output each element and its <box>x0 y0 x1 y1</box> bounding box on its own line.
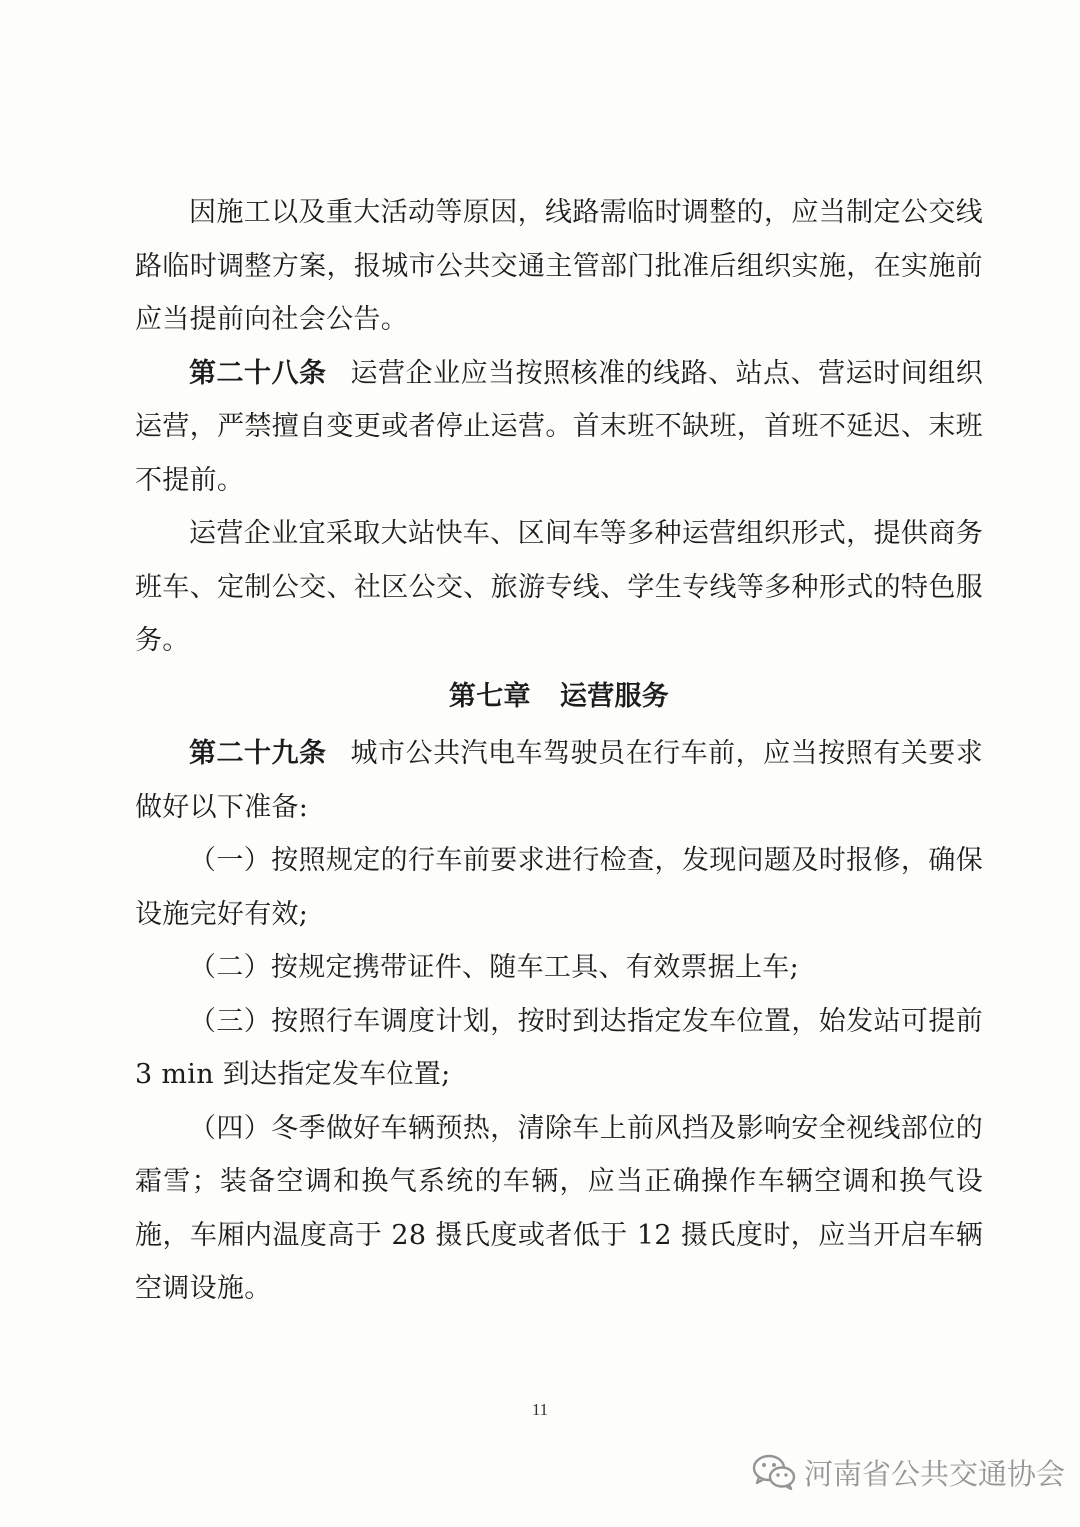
paragraph-text: 城市公共汽电车驾驶员在行车前，应当按照有关要求做好以下准备: <box>135 738 984 823</box>
paragraph-special-services <box>135 507 983 668</box>
page-number: 11 <box>531 1400 549 1419</box>
list-item-2 <box>135 941 983 995</box>
list-item-1 <box>135 834 983 941</box>
wechat-icon <box>752 1454 796 1490</box>
article-28-label: 第二十八条 <box>189 357 327 389</box>
paragraph-temporary-adjustment <box>135 186 983 347</box>
paragraph-text: 运营企业应当按照核准的线路、站点、营运时间组织运营，严禁擅自变更或者停止运营。首末班不缺班，首班不延迟、末班不提前。 <box>135 357 984 496</box>
chapter-heading: 第七章 运营服务 <box>448 680 670 712</box>
watermark-text: 河南省公共交通协会 <box>804 1456 1066 1491</box>
list-item-3 <box>135 995 983 1102</box>
list-item-text: （一）按照规定的行车前要求进行检查，发现问题及时报修，确保设施完好有效; <box>135 845 983 930</box>
list-item-text: （四）冬季做好车辆预热，清除车上前风挡及影响安全视线部位的霜雪；装备空调和换气系统的车辆，应当正确操作车辆空调和换气设施，车厢内温度高于 28 摄氏度或者低于 12 摄氏度时，应当开启车辆空调设施。 <box>135 1112 983 1304</box>
list-item-text: （二）按规定携带证件、随车工具、有效票据上车; <box>189 952 799 983</box>
paragraph-text: 因施工以及重大活动等原因，线路需临时调整的，应当制定公交线路临时调整方案，报城市公共交通主管部门批准后组织实施，在实施前应当提前向社会公告。 <box>135 197 983 335</box>
article-28-paragraph <box>135 347 983 508</box>
watermark <box>752 1452 1065 1492</box>
article-29-label: 第二十九条 <box>189 738 327 769</box>
list-item-4 <box>135 1102 983 1316</box>
list-item-text: （三）按照行车调度计划，按时到达指定发车位置，始发站可提前 3 min 到达指定发车位置; <box>135 1005 983 1090</box>
paragraph-text: 运营企业宜采取大站快车、区间车等多种运营组织形式，提供商务班车、定制公交、社区公交、旅游专线、学生专线等多种形式的特色服务。 <box>135 518 983 656</box>
article-29-paragraph <box>135 727 983 834</box>
document-body <box>135 186 983 1316</box>
